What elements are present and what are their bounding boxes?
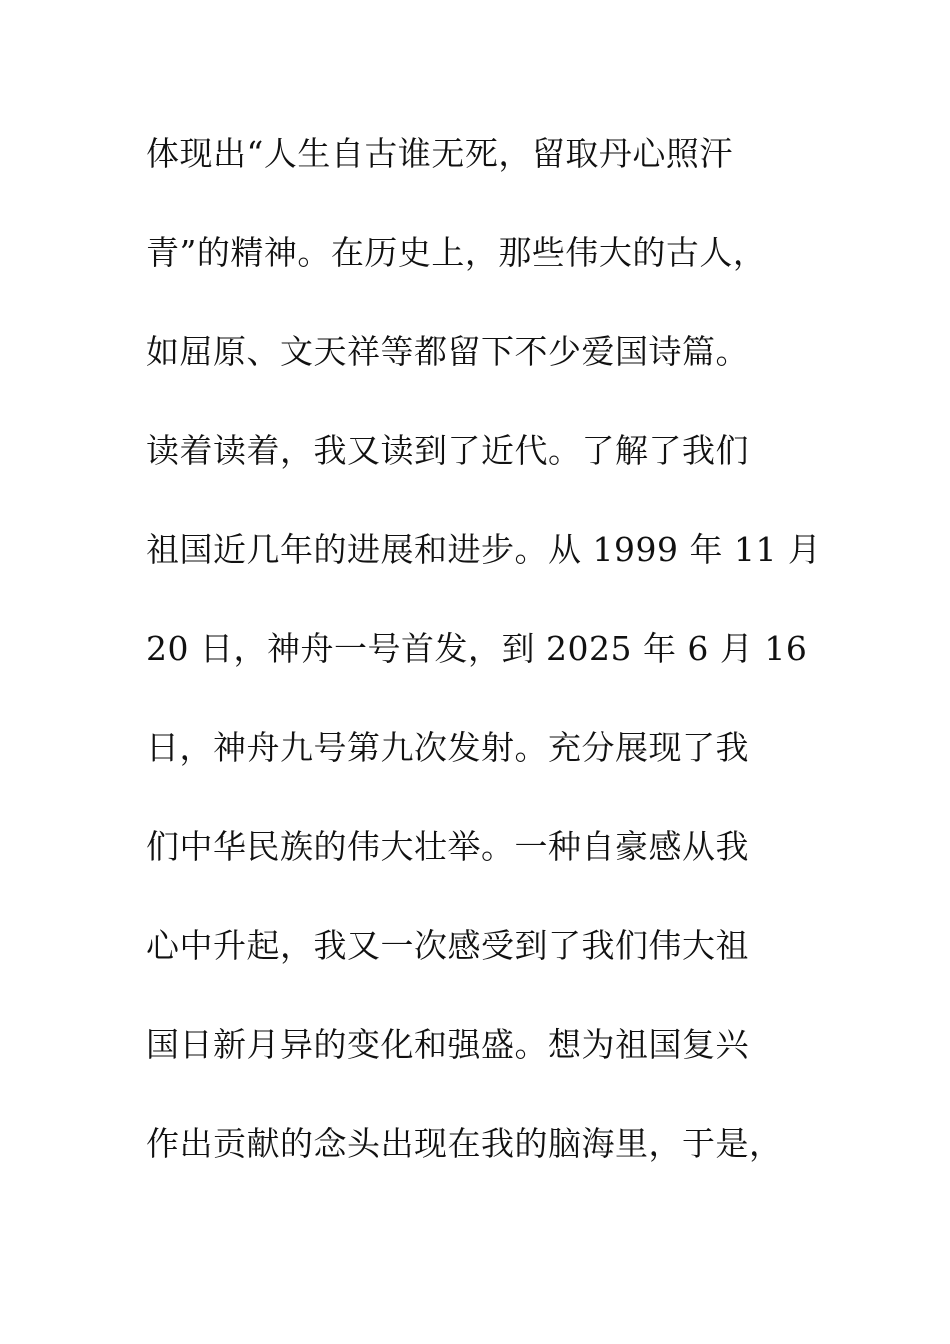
text-line: 读着读着，我又读到了近代。了解了我们	[146, 431, 749, 470]
text-line: 青”的精神。在历史上，那些伟大的古人，	[146, 233, 767, 272]
text-line: 祖国近几年的进展和进步。从 1999 年 11 月	[146, 530, 822, 569]
text-line: 日，神舟九号第九次发射。充分展现了我	[146, 728, 749, 767]
text-line: 们中华民族的伟大壮举。一种自豪感从我	[146, 827, 749, 866]
text-line: 20 日，神舟一号首发，到 2025 年 6 月 16	[146, 629, 808, 668]
text-line: 国日新月异的变化和强盛。想为祖国复兴	[146, 1025, 749, 1064]
text-line: 如屈原、文天祥等都留下不少爱国诗篇。	[146, 332, 749, 371]
text-line: 心中升起，我又一次感受到了我们伟大祖	[146, 926, 749, 965]
text-line: 作出贡献的念头出现在我的脑海里，于是，	[146, 1124, 783, 1163]
text-line: 体现出“人生自古谁无死，留取丹心照汗	[146, 134, 733, 173]
body-paragraph	[146, 124, 826, 1213]
